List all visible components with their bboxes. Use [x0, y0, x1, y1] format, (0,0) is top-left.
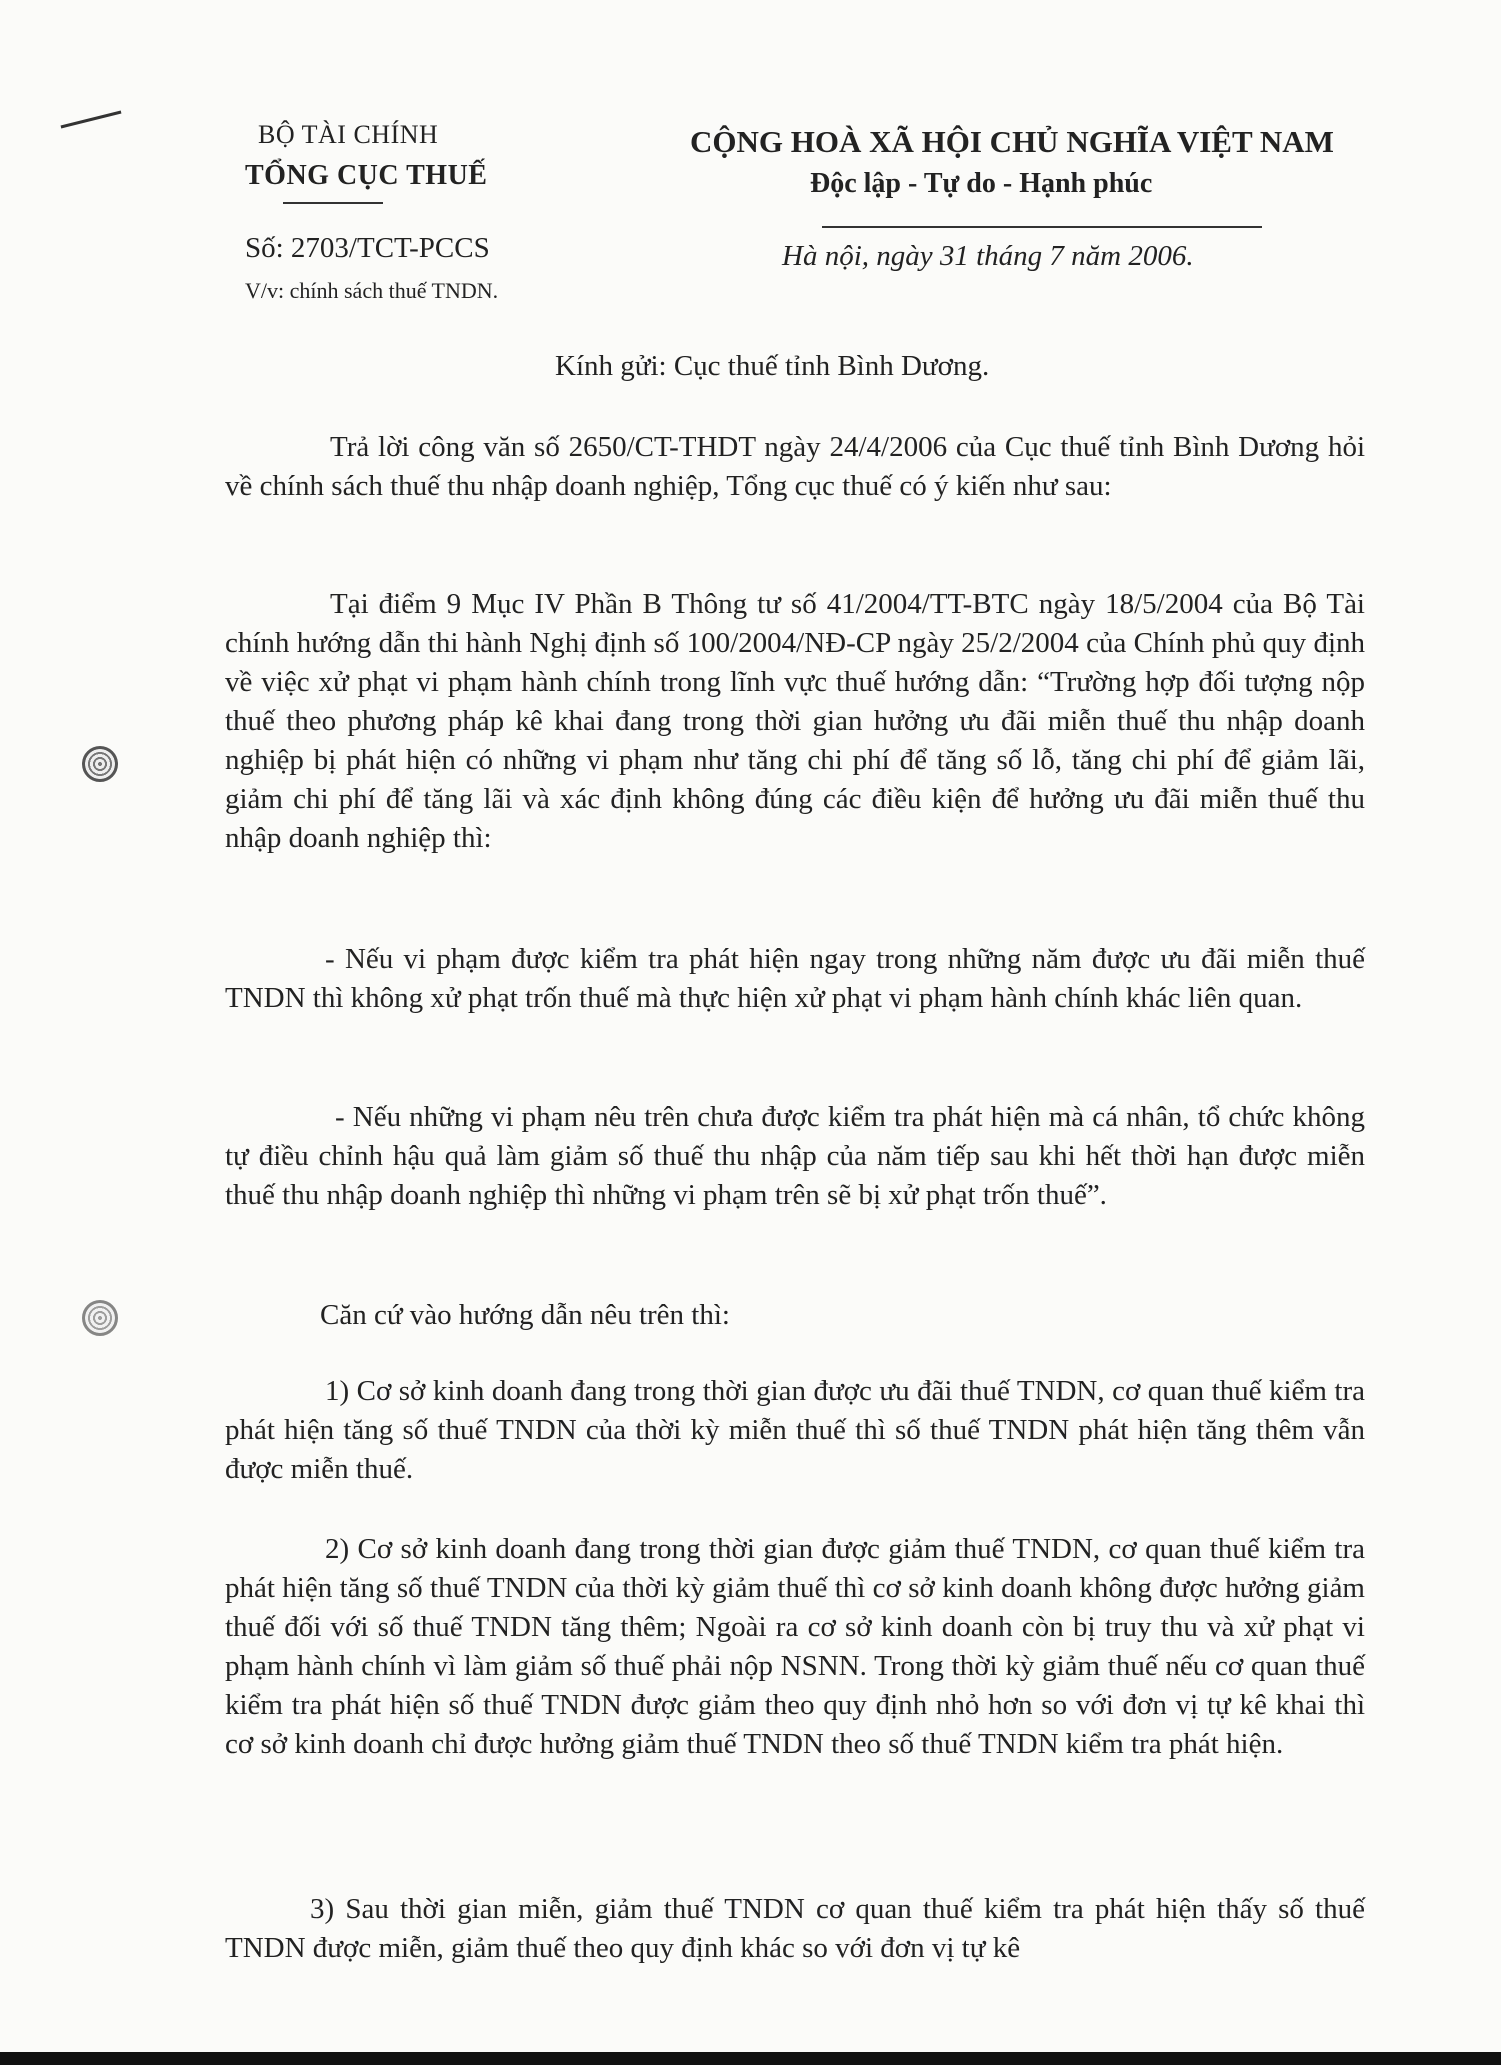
paragraph: Tại điểm 9 Mục IV Phần B Thông tư số 41/2004/TT-BTC ngày 18/5/2004 của Bộ Tài chính hướng dẫn thi hành Nghị định số 100/2004/NĐ-CP ngày 25/2/2004 của Chính phủ quy định về việc xử phạt vi phạm hành chính trong lĩnh vực thuế hướng dẫn: “Trường hợp đối tượng nộp thuế theo phương pháp kê khai đang trong thời gian hưởng ưu đãi miễn thuế thu nhập doanh nghiệp bị phát hiện có những vi phạm như tăng chi phí để tăng số lỗ, tăng chi phí để giảm lãi, giảm chi phí để tăng lãi và xác định không đúng các điều kiện để hưởng ưu đãi miễn thuế thu nhập doanh nghiệp thì:	[225, 588, 1365, 854]
org-underline	[283, 202, 383, 204]
pen-mark	[61, 111, 122, 129]
national-motto: Độc lập - Tự do - Hạnh phúc	[810, 168, 1153, 199]
country-name: CỘNG HOÀ XÃ HỘI CHỦ NGHĨA VIỆT NAM	[690, 124, 1334, 159]
document-number: Số: 2703/TCT-PCCS	[245, 232, 490, 264]
document-date: Hà nội, ngày 31 tháng 7 năm 2006.	[782, 240, 1194, 272]
punch-hole-icon	[82, 746, 118, 782]
paragraph: 3) Sau thời gian miễn, giảm thuế TNDN cơ quan thuế kiểm tra phát hiện thấy số thuế TNDN được miễn, giảm thuế theo quy định khác so với đơn vị tự kê	[225, 1893, 1365, 1964]
paragraph: Trả lời công văn số 2650/CT-THDT ngày 24/4/2006 của Cục thuế tỉnh Bình Dương hỏi về chính sách thuế thu nhập doanh nghiệp, Tổng cục thuế có ý kiến như sau:	[225, 431, 1365, 502]
motto-underline	[822, 226, 1262, 228]
paragraph: - Nếu vi phạm được kiểm tra phát hiện ngay trong những năm được ưu đãi miễn thuế TNDN thì không xử phạt trốn thuế mà thực hiện xử phạt vi phạm hành chính khác liên quan.	[225, 943, 1365, 1014]
paragraph: Căn cứ vào hướng dẫn nêu trên thì:	[320, 1299, 730, 1331]
scan-edge	[0, 2052, 1501, 2065]
department-name: TỔNG CỤC THUẾ	[245, 160, 488, 191]
document-subject: V/v: chính sách thuế TNDN.	[245, 278, 499, 303]
paragraph: 2) Cơ sở kinh doanh đang trong thời gian được giảm thuế TNDN, cơ quan thuế kiểm tra phát hiện tăng số thuế TNDN của thời kỳ giảm thuế thì cơ sở kinh doanh không được hưởng giảm thuế đối với số thuế TNDN tăng thêm; Ngoài ra cơ sở kinh doanh còn bị truy thu và xử phạt vi phạm hành chính vì làm giảm số thuế phải nộp NSNN. Trong thời kỳ giảm thuế nếu cơ quan thuế kiểm tra phát hiện số thuế TNDN được giảm theo quy định nhỏ hơn so với đơn vị tự kê khai thì cơ sở kinh doanh chỉ được hưởng giảm thuế TNDN theo số thuế TNDN kiểm tra phát hiện.	[225, 1533, 1365, 1760]
paragraph: - Nếu những vi phạm nêu trên chưa được kiểm tra phát hiện mà cá nhân, tổ chức không tự điều chỉnh hậu quả làm giảm số thuế thu nhập của năm tiếp sau khi hết thời hạn được miễn thuế thu nhập doanh nghiệp thì những vi phạm trên sẽ bị xử phạt trốn thuế”.	[225, 1101, 1365, 1211]
paragraph: 1) Cơ sở kinh doanh đang trong thời gian được ưu đãi thuế TNDN, cơ quan thuế kiểm tra phát hiện tăng số thuế TNDN của thời kỳ miễn thuế thì số thuế TNDN phát hiện tăng thêm vẫn được miễn thuế.	[225, 1375, 1365, 1485]
punch-hole-icon	[82, 1300, 118, 1336]
ministry-name: BỘ TÀI CHÍNH	[258, 120, 439, 149]
greeting: Kính gửi: Cục thuế tỉnh Bình Dương.	[555, 350, 990, 382]
